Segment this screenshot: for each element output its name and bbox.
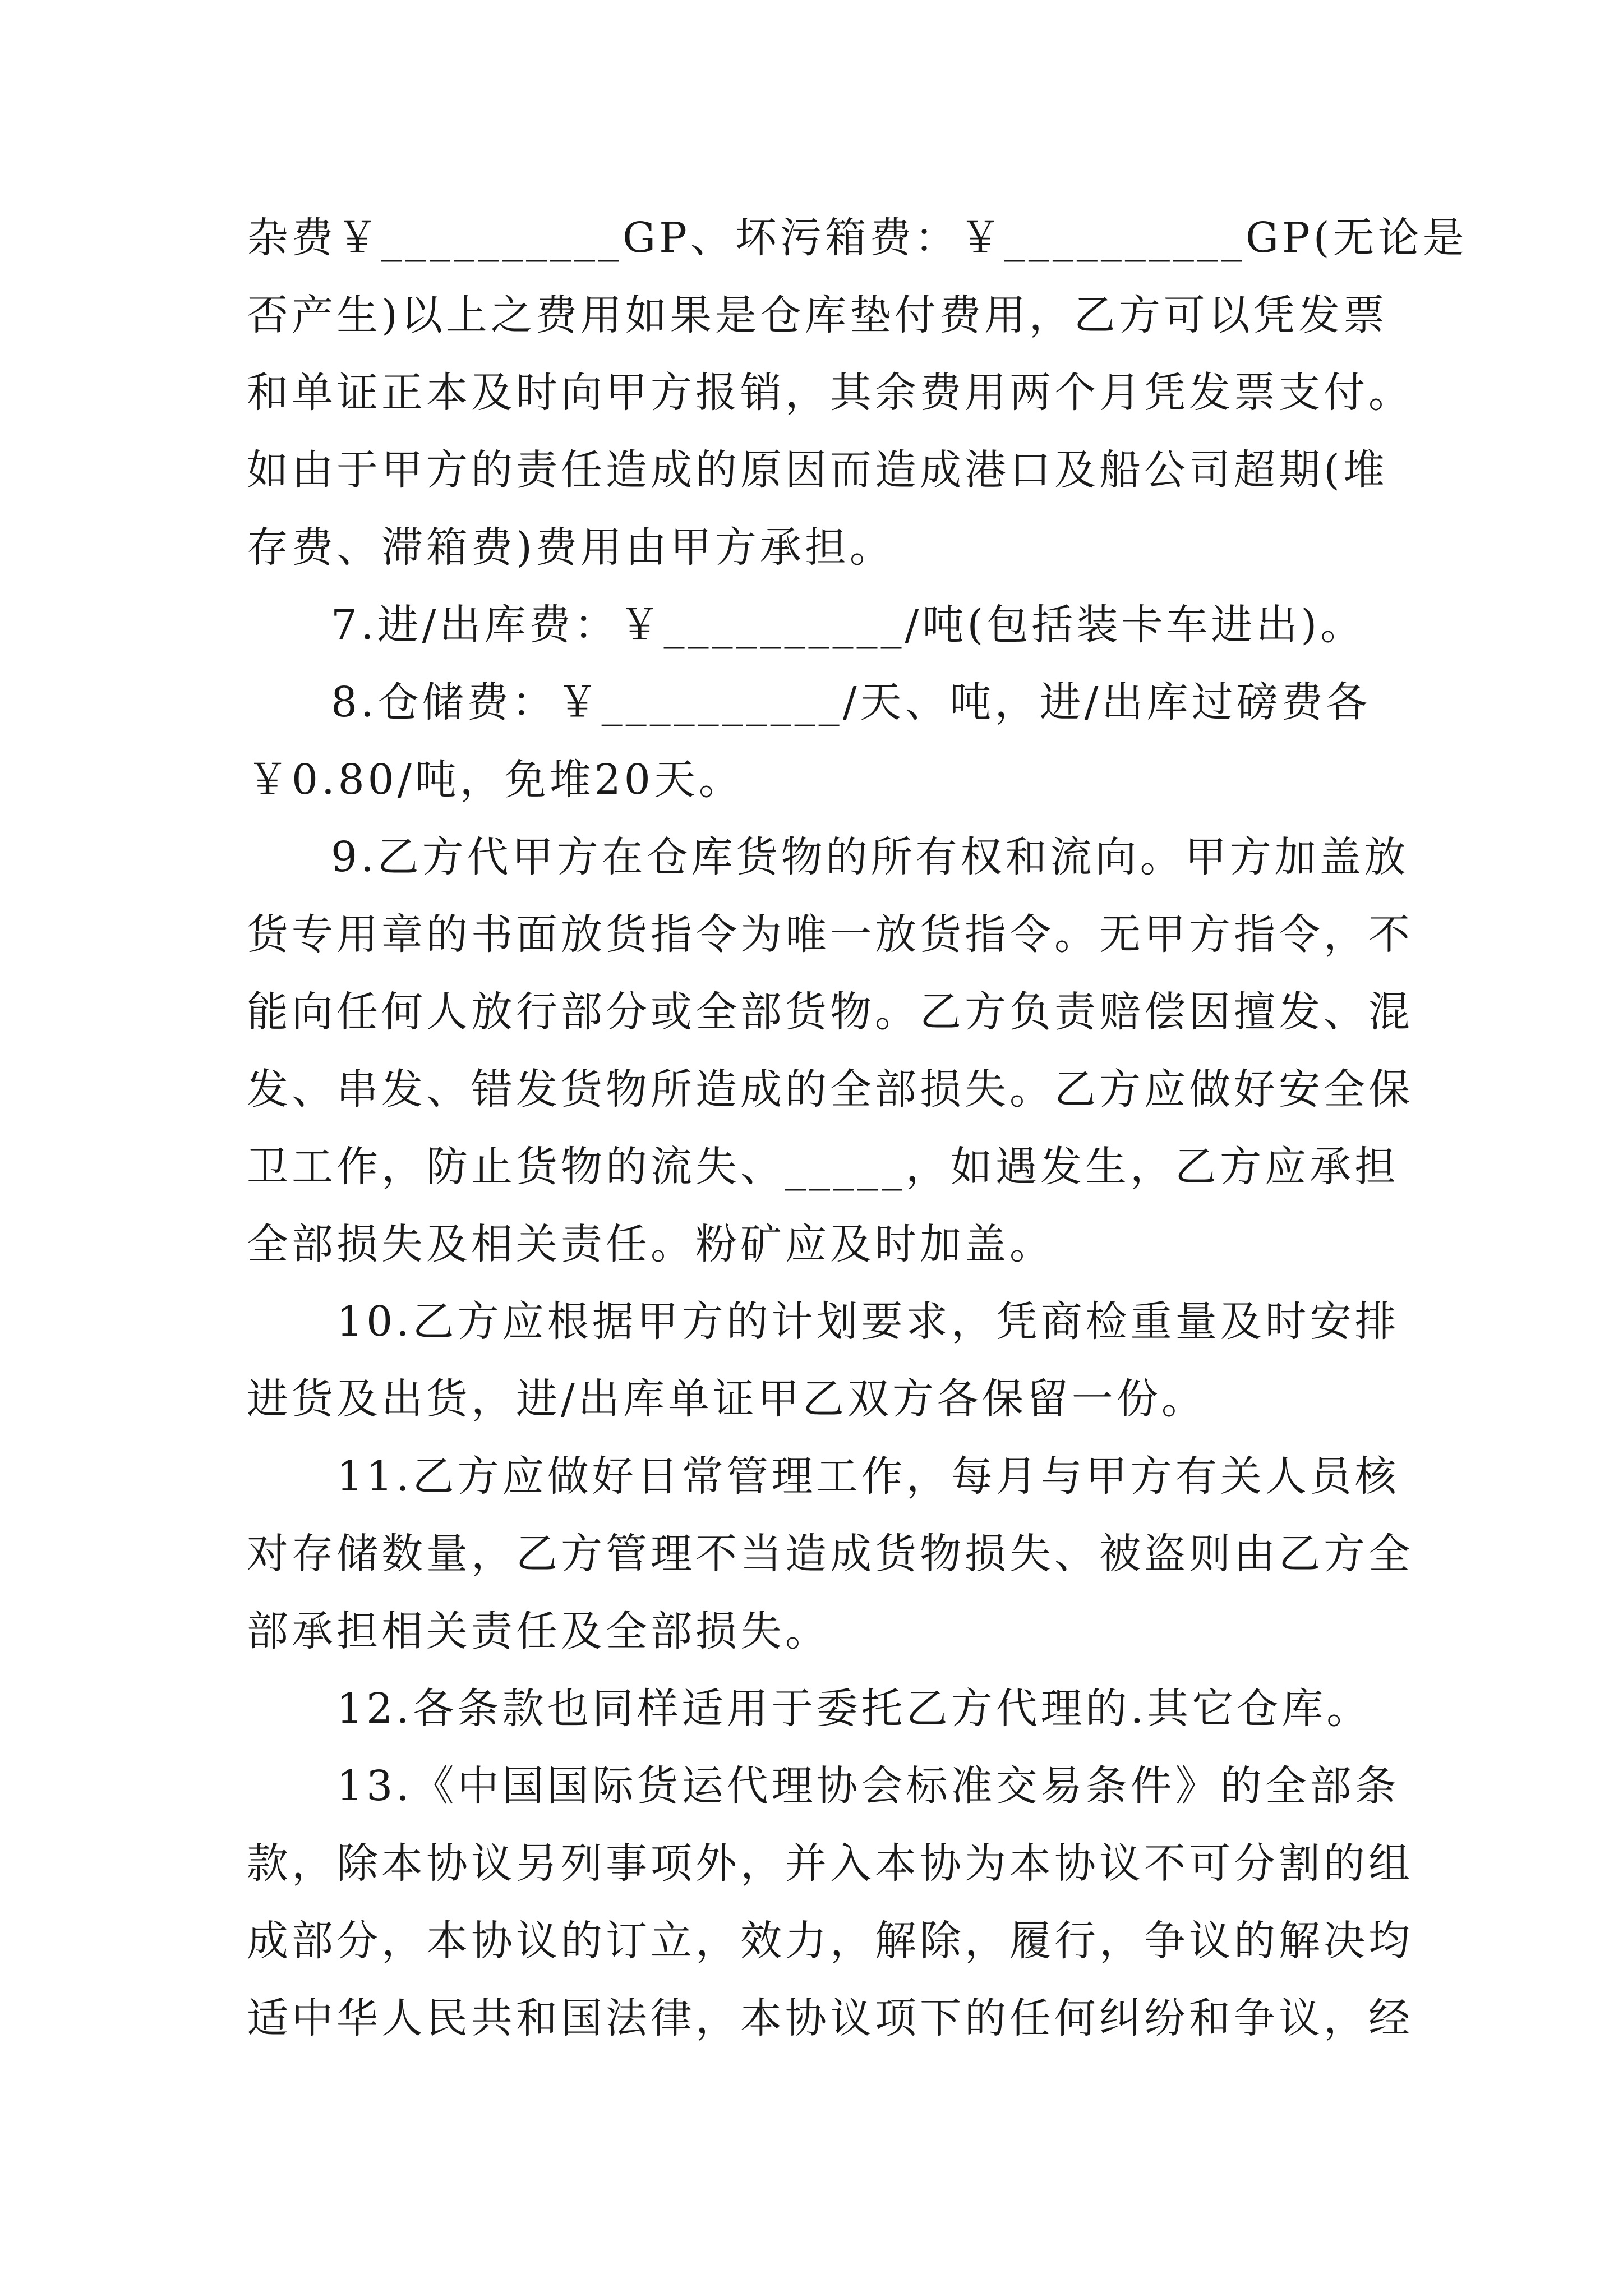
clause-11: 11.乙方应做好日常管理工作，每月与甲方有关人员核: [336, 1452, 1400, 1501]
text-line: 能向任何人放行部分或全部货物。乙方负责赔偿因擅发、混: [247, 988, 1413, 1036]
text-line: 全部损失及相关责任。粉矿应及时加盖。: [247, 1220, 1054, 1268]
text-line: 杂费￥__________GP、坏污箱费：￥__________GP(无论是: [247, 214, 1468, 262]
text-line: ￥0.80/吨，免堆20天。: [247, 756, 744, 804]
text-line: 款，除本协议另列事项外，并入本协为本协议不可分割的组: [247, 1839, 1413, 1888]
document-body: [247, 199, 1468, 2057]
text-line: 否产生)以上之费用如果是仓库垫付费用，乙方可以凭发票: [247, 291, 1388, 339]
text-line: 卫工作，防止货物的流失、_____，如遇发生，乙方应承担: [247, 1143, 1399, 1191]
text-line: 和单证正本及时向甲方报销，其余费用两个月凭发票支付。: [247, 369, 1413, 417]
text-line: 成部分，本协议的订立，效力，解除，履行，争议的解决均: [247, 1917, 1413, 1965]
text-line: 存费、滞箱费)费用由甲方承担。: [247, 523, 895, 572]
text-line: 适中华人民共和国法律，本协议项下的任何纠纷和争议，经: [247, 1994, 1413, 2042]
text-line: 货专用章的书面放货指令为唯一放货指令。无甲方指令，不: [247, 910, 1413, 959]
clause-8: 8.仓储费：￥__________/天、吨，进/出库过磅费各: [331, 678, 1371, 726]
clause-7: 7.进/出库费：￥__________/吨(包括装卡车进出)。: [331, 601, 1366, 649]
clause-9: 9.乙方代甲方在仓库货物的所有权和流向。甲方加盖放: [331, 833, 1409, 881]
text-line: 部承担相关责任及全部损失。: [247, 1607, 830, 1655]
clause-13: 13.《中国国际货运代理协会标准交易条件》的全部条: [336, 1762, 1400, 1810]
text-line: 进货及出货，进/出库单证甲乙双方各保留一份。: [247, 1375, 1206, 1423]
clause-12: 12.各条款也同样适用于委托乙方代理的.其它仓库。: [336, 1685, 1372, 1733]
text-line: 如由于甲方的责任造成的原因而造成港口及船公司超期(堆: [247, 446, 1388, 494]
text-line: 对存储数量，乙方管理不当造成货物损失、被盗则由乙方全: [247, 1530, 1413, 1578]
clause-10: 10.乙方应根据甲方的计划要求，凭商检重量及时安排: [336, 1297, 1400, 1346]
text-line: 发、串发、错发货物所造成的全部损失。乙方应做好安全保: [247, 1065, 1413, 1114]
